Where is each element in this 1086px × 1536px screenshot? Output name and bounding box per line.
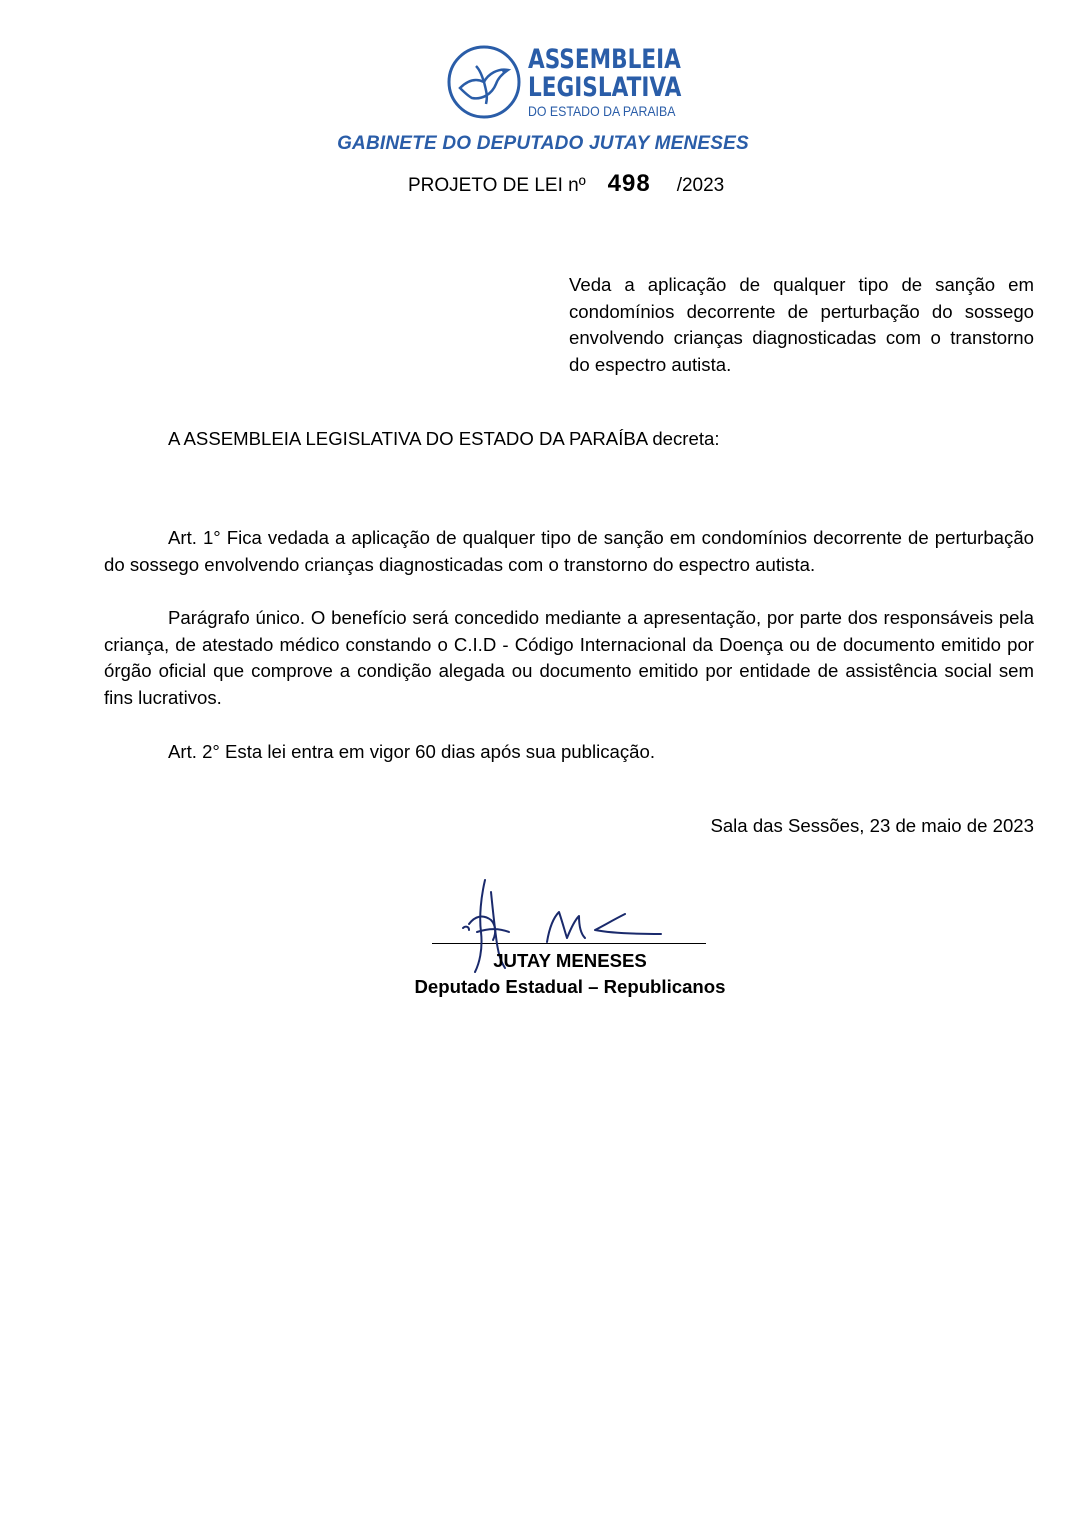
enactment-clause: A ASSEMBLEIA LEGISLATIVA DO ESTADO DA PARAÍBA decreta: [168,428,720,449]
dove-emblem-icon [446,44,522,120]
signer-role: Deputado Estadual – Republicanos [414,976,726,997]
logo-title-line2: LEGISLATIVA [528,72,682,103]
office-heading: GABINETE DO DEPUTADO JUTAY MENESES [337,133,749,154]
sole-paragraph: Parágrafo único. O benefício será concedido mediante a apresentação, por parte dos responsáveis pela criança, de atestado médico constando o C.I.D - Código Internacional da Doença ou de documento emitido por órgão oficial que comprove a condição alegada ou documento emitido por entidade de assistência social sem fins lucrativos. [104,607,1034,709]
logo-subtitle: DO ESTADO DA PARAIBA [528,103,676,119]
bill-summary: Veda a aplicação de qualquer tipo de sanção em condomínios decorrente de perturbação do sossego envolvendo crianças diagnosticadas com o transtorno do espectro autista. [569,274,1034,376]
bill-number: 498 [607,170,651,197]
signer-name: JUTAY MENESES [493,950,647,971]
article-2: Art. 2° Esta lei entra em vigor 60 dias após sua publicação. [168,741,656,762]
article-1: Art. 1° Fica vedada a aplicação de qualquer tipo de sanção em condomínios decorrente de perturbação do sossego envolvendo crianças diagnosticadas com o transtorno do espectro autista. [104,527,1034,575]
logo-title-line1: ASSEMBLEIA [528,44,681,75]
bill-year: /2023 [676,175,725,196]
assembly-logo [446,42,682,122]
place-and-date: Sala das Sessões, 23 de maio de 2023 [710,815,1034,836]
bill-title [408,170,724,198]
bill-prefix: PROJETO DE LEI nº [408,175,586,196]
